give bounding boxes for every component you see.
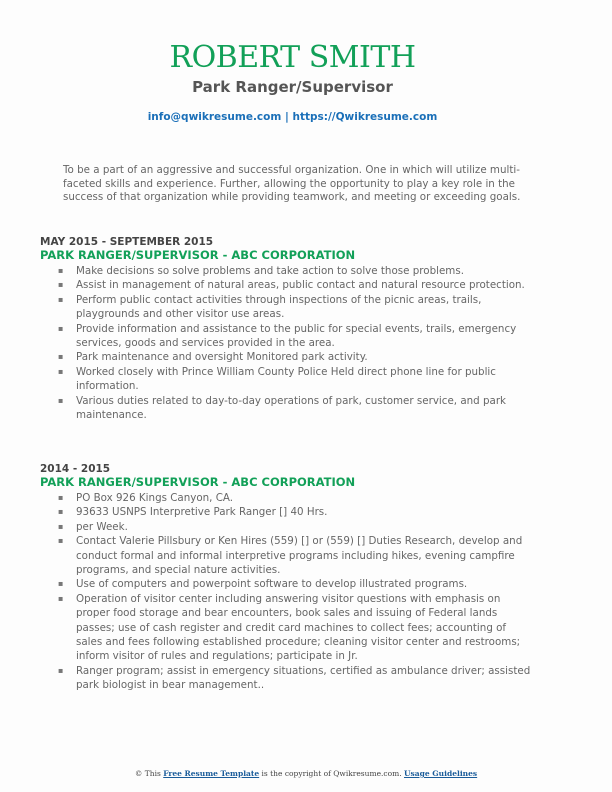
email-link[interactable]: info@qwikresume.com bbox=[147, 111, 282, 123]
list-item: ▪ Various duties related to day-to-day operations of park, customer service, and park maintenance. bbox=[76, 394, 531, 423]
experience-date: 2014 - 2015 bbox=[40, 463, 111, 475]
experience-role: PARK RANGER/SUPERVISOR - ABC CORPORATION bbox=[40, 248, 356, 262]
free-resume-template-link[interactable]: Free Resume Template bbox=[163, 769, 260, 778]
experience-role: PARK RANGER/SUPERVISOR - ABC CORPORATION bbox=[40, 475, 356, 489]
list-item: ▪ 93633 USNPS Interpretive Park Ranger [] 40 Hrs. bbox=[76, 505, 531, 519]
candidate-name: ROBERT SMITH bbox=[169, 40, 416, 75]
list-item: ▪ Park maintenance and oversight Monitored park activity. bbox=[76, 350, 531, 364]
list-item: ▪ Worked closely with Prince William County Police Held direct phone line for public information. bbox=[76, 365, 531, 394]
footer-text: is the copyright of Qwikresume.com. bbox=[259, 769, 405, 778]
job-title: Park Ranger/Supervisor bbox=[192, 78, 393, 96]
list-item: ▪ Operation of visitor center including answering visitor questions with emphasis on proper food storage and bear encounters, book sales and issuing of Federal lands passes; use of cash register and credit card machines to collect fees; accounting of sales and fees following established procedure; cleaning visitor center and restrooms; inform visitor of rules and regulations; participate in Jr. bbox=[76, 592, 531, 664]
list-item: ▪ Perform public contact activities through inspections of the picnic areas, trails, playgrounds and other visitor use areas. bbox=[76, 293, 531, 322]
experience-1 bbox=[40, 236, 560, 422]
list-item: ▪ Make decisions so solve problems and take action to solve those problems. bbox=[76, 264, 531, 278]
summary: To be a part of an aggressive and successful organization. One in which will utilize multi-faceted skills and experience. Further, allowing the opportunity to play a key role in the success of that organization while providing teamwork, and meeting or exceeding goals. bbox=[63, 164, 521, 203]
list-item: ▪ Provide information and assistance to the public for special events, trails, emergency services, goods and services provided in the area. bbox=[76, 322, 531, 351]
bullet-list bbox=[40, 491, 560, 693]
footer bbox=[0, 769, 612, 778]
footer-text: © This bbox=[134, 769, 164, 778]
contact-line bbox=[0, 111, 585, 123]
list-item: ▪ Use of computers and powerpoint software to develop illustrated programs. bbox=[76, 577, 531, 591]
list-item: ▪ PO Box 926 Kings Canyon, CA. bbox=[76, 491, 531, 505]
bullet-list bbox=[40, 264, 560, 422]
list-item: ▪ per Week. bbox=[76, 520, 531, 534]
list-item: ▪ Contact Valerie Pillsbury or Ken Hires (559) [] or (559) [] Duties Research, develop and conduct formal and informal interpretive programs including hikes, evening campfire programs, and special nature activities. bbox=[76, 534, 531, 577]
separator: | bbox=[281, 111, 293, 123]
website-link[interactable]: https://Qwikresume.com bbox=[292, 111, 438, 123]
experience-2 bbox=[40, 463, 560, 693]
experience-date: MAY 2015 - SEPTEMBER 2015 bbox=[40, 236, 214, 248]
list-item: ▪ Ranger program; assist in emergency situations, certified as ambulance driver; assisted park biologist in bear management.. bbox=[76, 664, 531, 693]
usage-guidelines-link[interactable]: Usage Guidelines bbox=[404, 769, 478, 778]
list-item: ▪ Assist in management of natural areas, public contact and natural resource protection. bbox=[76, 278, 531, 292]
